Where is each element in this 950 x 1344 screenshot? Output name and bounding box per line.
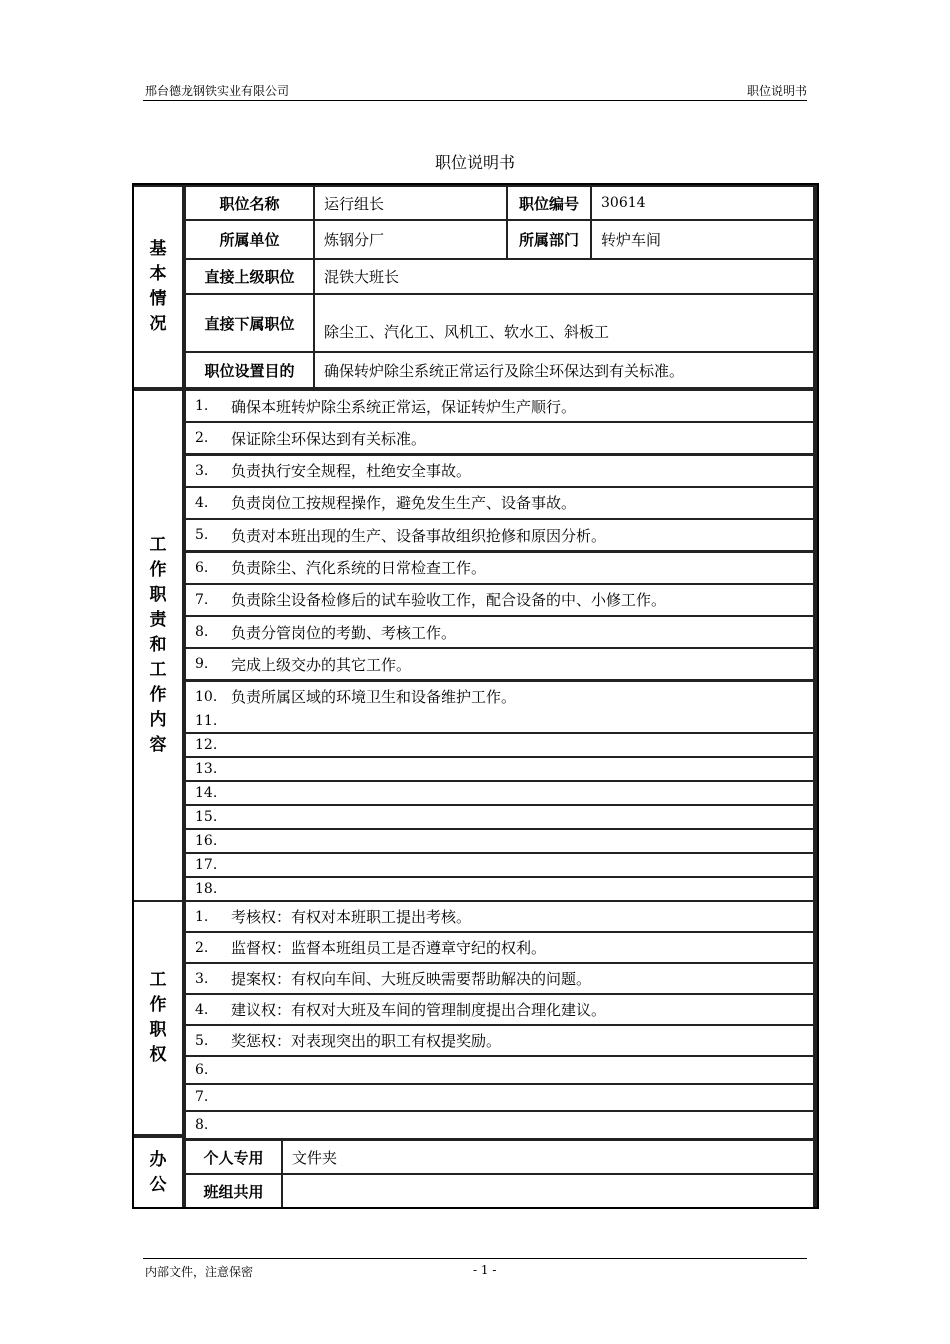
header-doc-type: 职位说明书 [746,84,807,98]
duty-row [186,806,813,828]
duty-text: 完成上级交办的其它工作。 [231,655,412,674]
authority-row [186,964,813,993]
duty-text: 保证除尘环保达到有关标准。 [231,429,427,448]
page-number: - 1 - [473,1263,497,1277]
page-footer [143,1258,807,1279]
duty-number: 10. [195,688,218,705]
authority-number: 8. [195,1116,209,1133]
duty-number: 2. [195,430,209,447]
duty-number: 6. [195,559,209,576]
position-name-label: 职位名称 [186,187,313,219]
duty-number: 17. [195,857,218,873]
duty-number: 4. [195,494,209,511]
position-code-label: 职位编号 [508,187,590,219]
duty-number: 12. [195,737,218,753]
company-name: 邢台德龙钢铁实业有限公司 [145,84,290,98]
duty-row [186,520,813,550]
duty-row [186,734,813,756]
duty-row [186,617,813,647]
duty-row [186,782,813,804]
authority-section-label: 工作职权 [134,902,182,1134]
duty-row [186,585,813,615]
confidential-note: 内部文件，注意保密 [145,1265,254,1279]
duty-row [186,854,813,876]
duty-number: 7. [195,591,209,608]
authority-number: 4. [195,1001,209,1018]
duty-row [186,488,813,518]
subordinate-label: 直接下属职位 [186,295,313,351]
superior-label: 直接上级职位 [186,260,313,293]
duty-number: 18. [195,881,218,897]
basic-info-section-label: 基本情况 [134,187,182,387]
authority-text: 提案权：有权向车间、大班反映需要帮助解决的问题。 [231,970,592,988]
duty-row [186,878,813,900]
team-use-value [283,1175,813,1207]
duty-row [186,456,813,486]
authority-row [186,1057,813,1083]
duty-text: 确保本班转炉除尘系统正常运，保证转炉生产顺行。 [231,397,577,416]
duty-row [186,649,813,679]
authority-number: 3. [195,970,209,987]
authority-number: 5. [195,1032,209,1049]
office-section-label: 办公 [134,1138,182,1207]
authority-text: 奖惩权：对表现突出的职工有权提奖励。 [231,1032,502,1050]
duty-row [186,830,813,852]
document-title: 职位说明书 [434,153,515,172]
duty-row [186,553,813,583]
duty-row [186,391,813,421]
authority-row [186,995,813,1024]
position-name-value: 运行组长 [315,187,506,219]
authority-number: 2. [195,939,209,956]
duty-number: 1. [195,398,209,414]
duty-number: 9. [195,656,209,673]
duty-number: 11. [195,713,218,729]
duty-text: 负责除尘设备检修后的试车验收工作，配合设备的中、小修工作。 [231,591,667,610]
duty-row [186,758,813,780]
authority-row [186,902,813,931]
authority-text: 考核权：有权对本班职工提出考核。 [231,908,472,926]
duty-row [186,423,813,453]
personal-use-value: 文件夹 [283,1141,813,1173]
duty-number: 13. [195,761,218,777]
authority-text: 建议权：有权对大班及车间的管理制度提出合理化建议。 [231,1001,607,1019]
duty-text: 负责所属区域的环境卫生和设备维护工作。 [231,688,517,707]
authority-number: 1. [195,908,209,925]
dept-label: 所属部门 [508,221,590,258]
duty-number: 16. [195,833,218,849]
dept-value: 转炉车间 [592,221,813,258]
duty-number: 8. [195,624,209,641]
purpose-label: 职位设置目的 [186,353,313,387]
duty-number: 14. [195,785,218,801]
authority-text: 监督权：监督本班组员工是否遵章守纪的权利。 [231,939,547,957]
position-code-value: 30614 [592,187,813,219]
team-use-label: 班组共用 [186,1175,281,1207]
duty-number: 5. [195,527,209,544]
duty-text: 负责对本班出现的生产、设备事故组织抢修和原因分析。 [231,526,607,545]
unit-value: 炼钢分厂 [315,221,506,258]
personal-use-label: 个人专用 [186,1141,281,1173]
duties-section-label: 工作职责和工作内容 [134,391,182,900]
authority-row [186,1085,813,1111]
duty-number: 15. [195,809,218,825]
unit-label: 所属单位 [186,221,313,258]
authority-number: 7. [195,1089,209,1106]
duty-text: 负责执行安全规程，杜绝安全事故。 [231,462,472,481]
duty-row [186,682,813,712]
authority-row [186,1112,813,1138]
authority-row [186,933,813,962]
page-header [143,82,807,101]
duty-text: 负责岗位工按规程操作，避免发生生产、设备事故。 [231,494,577,513]
purpose-value: 确保转炉除尘系统正常运行及除尘环保达到有关标准。 [315,353,813,387]
duty-number: 3. [195,462,209,479]
duty-row [186,710,813,732]
duty-text: 负责除尘、汽化系统的日常检查工作。 [231,559,487,577]
duty-text: 负责分管岗位的考勤、考核工作。 [231,623,457,642]
authority-row [186,1026,813,1055]
subordinate-value: 除尘工、汽化工、风机工、软水工、斜板工 [315,295,813,351]
authority-number: 6. [195,1061,209,1078]
superior-value: 混铁大班长 [315,260,813,293]
